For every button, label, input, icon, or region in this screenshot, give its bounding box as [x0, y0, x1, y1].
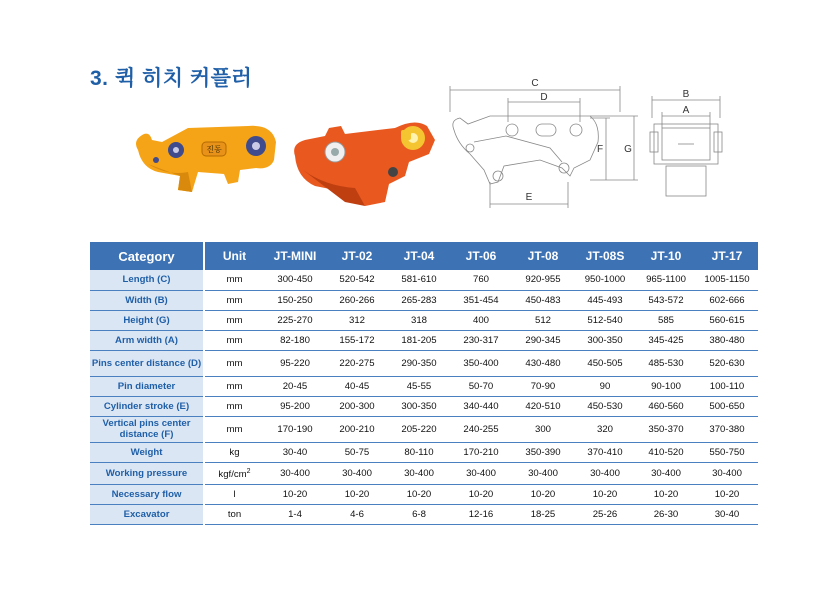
- table-cell: 512: [512, 310, 574, 330]
- table-cell: 10-20: [574, 484, 636, 504]
- table-header-row: [90, 242, 758, 270]
- table-cell: 205-220: [388, 416, 450, 442]
- table-cell: 12-16: [450, 504, 512, 524]
- table-cell: 40-45: [326, 376, 388, 396]
- table-cell: 585: [636, 310, 696, 330]
- table-cell: 50-75: [326, 442, 388, 462]
- dim-label-a: A: [682, 105, 690, 116]
- table-cell: 965-1100: [636, 270, 696, 290]
- table-cell: 95-200: [264, 396, 326, 416]
- table-cell: 100-110: [696, 376, 758, 396]
- table-cell: 26-30: [636, 504, 696, 524]
- table-cell: 30-400: [326, 462, 388, 484]
- row-unit: kg: [204, 442, 264, 462]
- row-unit: mm: [204, 376, 264, 396]
- table-cell: 460-560: [636, 396, 696, 416]
- orange-coupler-photo: [285, 110, 445, 210]
- dim-label-f: F: [596, 144, 604, 155]
- header-model: JT-02: [326, 242, 388, 270]
- table-cell: 312: [326, 310, 388, 330]
- table-cell: 10-20: [264, 484, 326, 504]
- yellow-coupler-photo: [128, 120, 280, 200]
- table-cell: 25-26: [574, 504, 636, 524]
- table-cell: 200-210: [326, 416, 388, 442]
- table-cell: 602-666: [696, 290, 758, 310]
- table-cell: 300-450: [264, 270, 326, 290]
- table-cell: 4-6: [326, 504, 388, 524]
- table-cell: 80-110: [388, 442, 450, 462]
- table-cell: 10-20: [388, 484, 450, 504]
- table-row: [90, 376, 758, 396]
- table-cell: 82-180: [264, 330, 326, 350]
- table-cell: 150-250: [264, 290, 326, 310]
- row-label: Pin diameter: [90, 376, 204, 396]
- table-cell: 420-510: [512, 396, 574, 416]
- table-cell: 760: [450, 270, 512, 290]
- row-unit: ton: [204, 504, 264, 524]
- dim-label-c: C: [531, 78, 539, 89]
- table-cell: 300-350: [388, 396, 450, 416]
- table-cell: 520-630: [696, 350, 758, 376]
- table-cell: 90-100: [636, 376, 696, 396]
- table-cell: 220-275: [326, 350, 388, 376]
- table-cell: 30-400: [636, 462, 696, 484]
- dim-label-b: B: [682, 89, 690, 100]
- dim-label-g: G: [624, 144, 632, 155]
- table-cell: 351-454: [450, 290, 512, 310]
- table-cell: 400: [450, 310, 512, 330]
- table-cell: 560-615: [696, 310, 758, 330]
- dim-label-d: D: [540, 92, 548, 103]
- row-unit: l: [204, 484, 264, 504]
- table-cell: 30-400: [388, 462, 450, 484]
- row-unit: mm: [204, 396, 264, 416]
- row-label: Length (C): [90, 270, 204, 290]
- table-cell: 170-190: [264, 416, 326, 442]
- table-row: [90, 442, 758, 462]
- table-cell: 1005-1150: [696, 270, 758, 290]
- row-unit: mm: [204, 416, 264, 442]
- header-model: JT-MINI: [264, 242, 326, 270]
- header-model: JT-04: [388, 242, 450, 270]
- table-cell: 30-400: [696, 462, 758, 484]
- table-cell: 450-483: [512, 290, 574, 310]
- row-unit: mm: [204, 290, 264, 310]
- table-cell: 450-505: [574, 350, 636, 376]
- table-cell: 543-572: [636, 290, 696, 310]
- table-row: [90, 290, 758, 310]
- table-cell: 370-410: [574, 442, 636, 462]
- table-cell: 290-345: [512, 330, 574, 350]
- table-cell: 450-530: [574, 396, 636, 416]
- table-cell: 230-317: [450, 330, 512, 350]
- table-row: [90, 396, 758, 416]
- row-unit: mm: [204, 330, 264, 350]
- row-label: Arm width (A): [90, 330, 204, 350]
- table-cell: 18-25: [512, 504, 574, 524]
- table-cell: 512-540: [574, 310, 636, 330]
- table-row: [90, 416, 758, 442]
- row-unit: mm: [204, 270, 264, 290]
- table-row: [90, 270, 758, 290]
- table-cell: 350-370: [636, 416, 696, 442]
- table-row: [90, 484, 758, 504]
- table-cell: 70-90: [512, 376, 574, 396]
- table-row: [90, 310, 758, 330]
- header-unit: Unit: [204, 242, 264, 270]
- table-cell: 30-40: [264, 442, 326, 462]
- table-cell: 155-172: [326, 330, 388, 350]
- table-cell: 20-45: [264, 376, 326, 396]
- table-cell: 300-350: [574, 330, 636, 350]
- table-cell: 30-400: [512, 462, 574, 484]
- table-cell: 10-20: [636, 484, 696, 504]
- table-cell: 30-40: [696, 504, 758, 524]
- table-cell: 170-210: [450, 442, 512, 462]
- table-cell: 181-205: [388, 330, 450, 350]
- table-cell: 485-530: [636, 350, 696, 376]
- section-title: 3. 퀵 히치 커플러: [90, 67, 253, 90]
- product-logo: 진동: [206, 145, 222, 154]
- row-unit: kgf/$cm^2$: [204, 462, 264, 484]
- table-cell: 30-400: [450, 462, 512, 484]
- table-cell: 10-20: [512, 484, 574, 504]
- table-cell: 445-493: [574, 290, 636, 310]
- row-label: Vertical pins center distance (F): [90, 416, 204, 442]
- row-label: Necessary flow: [90, 484, 204, 504]
- header-category: Category: [90, 242, 204, 270]
- header-model: JT-10: [636, 242, 696, 270]
- table-row: [90, 350, 758, 376]
- table-cell: 6-8: [388, 504, 450, 524]
- row-label: Weight: [90, 442, 204, 462]
- row-label: Working pressure: [90, 462, 204, 484]
- table-cell: 200-300: [326, 396, 388, 416]
- table-cell: 225-270: [264, 310, 326, 330]
- table-cell: 410-520: [636, 442, 696, 462]
- table-cell: 290-350: [388, 350, 450, 376]
- table-cell: 350-400: [450, 350, 512, 376]
- row-unit: mm: [204, 350, 264, 376]
- table-cell: 240-255: [450, 416, 512, 442]
- table-cell: 320: [574, 416, 636, 442]
- table-cell: 260-266: [326, 290, 388, 310]
- coupler-side-diagram: [440, 72, 640, 212]
- header-model: JT-17: [696, 242, 758, 270]
- table-cell: 50-70: [450, 376, 512, 396]
- table-cell: 380-480: [696, 330, 758, 350]
- table-cell: 340-440: [450, 396, 512, 416]
- table-cell: 581-610: [388, 270, 450, 290]
- table-cell: 520-542: [326, 270, 388, 290]
- table-cell: 370-380: [696, 416, 758, 442]
- table-cell: 30-400: [574, 462, 636, 484]
- table-cell: 318: [388, 310, 450, 330]
- table-row: [90, 330, 758, 350]
- table-cell: 500-650: [696, 396, 758, 416]
- row-label: Cylinder stroke (E): [90, 396, 204, 416]
- row-unit: mm: [204, 310, 264, 330]
- coupler-front-diagram: [648, 88, 724, 200]
- table-cell: 1-4: [264, 504, 326, 524]
- table-cell: 920-955: [512, 270, 574, 290]
- header-model: JT-08S: [574, 242, 636, 270]
- table-cell: 430-480: [512, 350, 574, 376]
- row-label: Height (G): [90, 310, 204, 330]
- table-row: [90, 462, 758, 484]
- row-label: Excavator: [90, 504, 204, 524]
- table-cell: 30-400: [264, 462, 326, 484]
- header-model: JT-06: [450, 242, 512, 270]
- table-cell: 95-220: [264, 350, 326, 376]
- dim-label-e: E: [525, 192, 533, 203]
- header-model: JT-08: [512, 242, 574, 270]
- spec-table: [90, 242, 758, 525]
- row-label: Pins center distance (D): [90, 350, 204, 376]
- table-cell: 90: [574, 376, 636, 396]
- table-cell: 265-283: [388, 290, 450, 310]
- table-cell: 550-750: [696, 442, 758, 462]
- table-cell: 10-20: [326, 484, 388, 504]
- table-cell: 950-1000: [574, 270, 636, 290]
- table-cell: 350-390: [512, 442, 574, 462]
- row-label: Width (B): [90, 290, 204, 310]
- table-row: [90, 504, 758, 524]
- table-cell: 345-425: [636, 330, 696, 350]
- table-cell: 10-20: [450, 484, 512, 504]
- table-cell: 300: [512, 416, 574, 442]
- table-cell: 10-20: [696, 484, 758, 504]
- table-cell: 45-55: [388, 376, 450, 396]
